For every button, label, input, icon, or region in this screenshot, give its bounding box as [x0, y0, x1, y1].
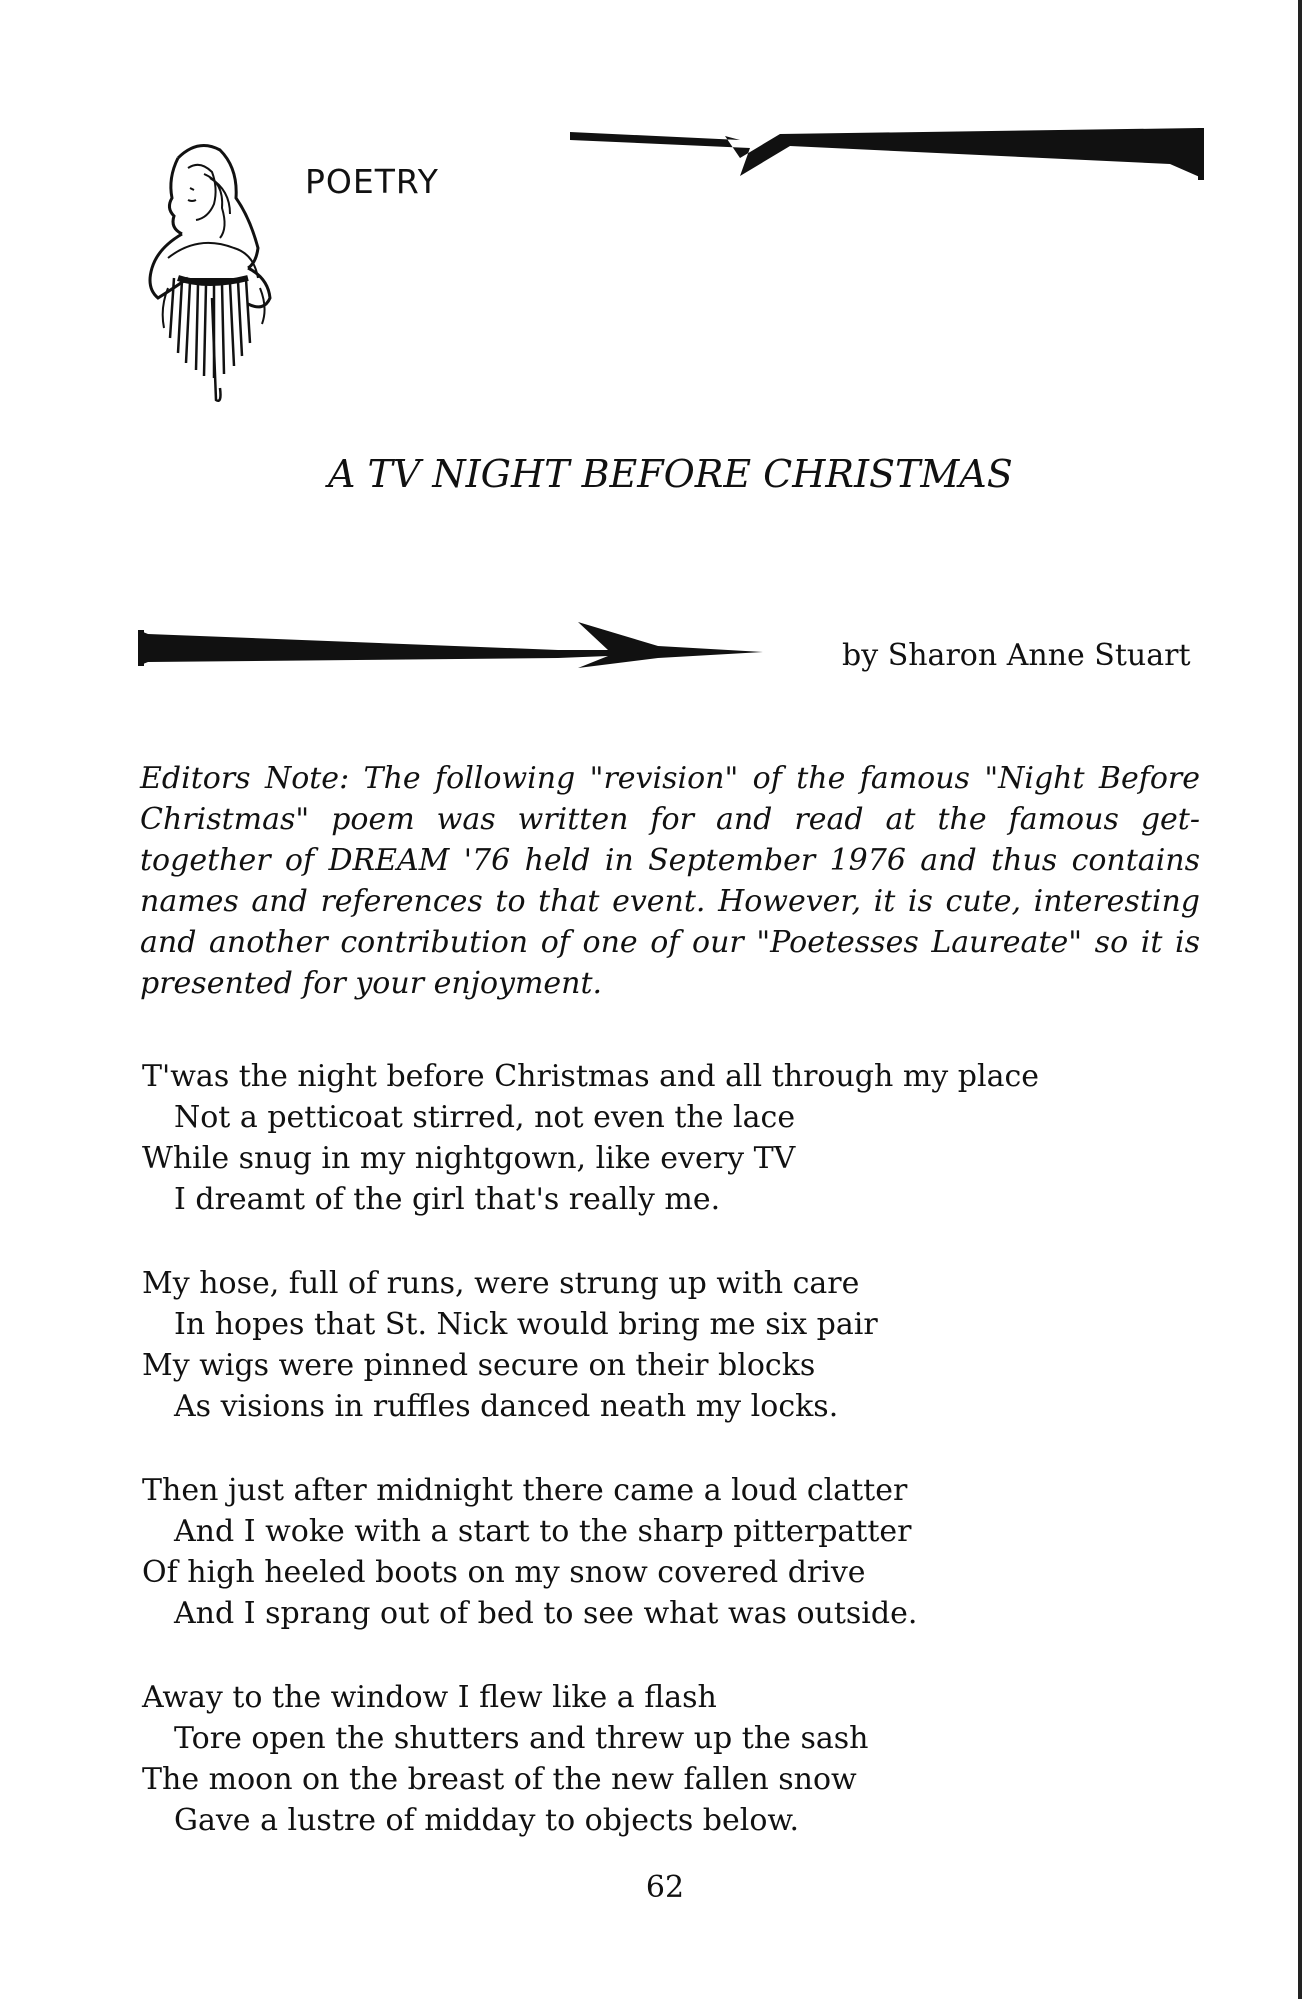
poem-line: While snug in my nightgown, like every TV: [142, 1141, 796, 1176]
poem-line: As visions in ruffles danced neath my locks.: [174, 1389, 839, 1424]
top-banner-decoration: [570, 118, 1210, 198]
poem-line: Gave a lustre of midday to objects below.: [174, 1803, 800, 1838]
section-label: POETRY: [305, 162, 439, 201]
poem-line: In hopes that St. Nick would bring me six pair: [174, 1307, 878, 1342]
byline: by Sharon Anne Stuart: [842, 638, 1191, 673]
stanza: [142, 1470, 1142, 1634]
poem: [142, 1056, 1142, 1884]
stanza: [142, 1263, 1142, 1427]
woman-illustration: [138, 138, 288, 408]
poem-line: And I sprang out of bed to see what was outside.: [174, 1596, 918, 1631]
poem-line: Tore open the shutters and threw up the sash: [174, 1721, 869, 1756]
poem-line: And I woke with a start to the sharp pitterpatter: [174, 1514, 912, 1549]
stanza: [142, 1056, 1142, 1220]
poem-line: I dreamt of the girl that's really me.: [174, 1182, 721, 1217]
poem-line: Away to the window I flew like a flash: [142, 1680, 717, 1715]
poem-line: Not a petticoat stirred, not even the lace: [174, 1100, 796, 1135]
poem-line: My wigs were pinned secure on their blocks: [142, 1348, 816, 1383]
page-edge-border: [1298, 0, 1302, 1999]
editors-note: Editors Note: The following "revision" of the famous "Night Before Christmas" poem was written for and read at the famous get-together of DREAM '76 held in September 1976 and thus contains names and references to that event. However, it is cute, interesting and another contribution of one of our "Poetesses Laureate" so it is presented for your enjoyment.: [140, 761, 1200, 1001]
poem-line: Of high heeled boots on my snow covered drive: [142, 1555, 866, 1590]
stanza: [142, 1677, 1142, 1841]
poem-line: My hose, full of runs, were strung up with care: [142, 1266, 860, 1301]
poem-line: The moon on the breast of the new fallen snow: [142, 1762, 857, 1797]
bottom-banner-decoration: [138, 610, 768, 680]
page-number: 62: [645, 1870, 685, 1905]
poem-line: T'was the night before Christmas and all through my place: [142, 1059, 1040, 1094]
article-title: A TV NIGHT BEFORE CHRISTMAS: [328, 452, 1013, 496]
poem-line: Then just after midnight there came a loud clatter: [142, 1473, 908, 1508]
